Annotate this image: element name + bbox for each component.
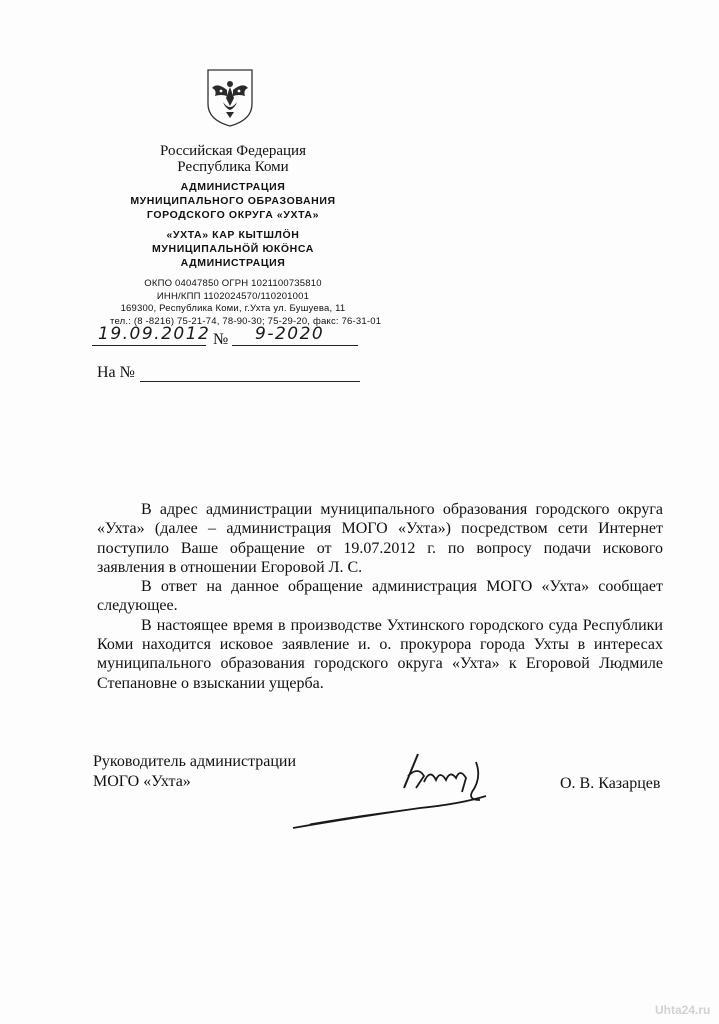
handwritten-signature xyxy=(290,748,510,834)
body-paragraph: В адрес администрации муниципального образования городского округа «Ухта» (далее – администрация МОГО «Ухта») посредством сети Интернет поступило Ваше обращение от 19.07.2012 г. по вопросу подачи искового заявления в отношении Егоровой Л. С. xyxy=(97,501,663,576)
admin-ru-line: ГОРОДСКОГО ОКРУГА «УХТА» xyxy=(146,209,320,221)
number-sign: № xyxy=(213,331,229,348)
date-underline xyxy=(92,345,206,346)
reply-reference-label: На № xyxy=(97,364,135,381)
administration-name-ru xyxy=(110,180,356,222)
coat-of-arms-emblem xyxy=(205,68,255,128)
requisites-line: ОКПО 04047850 ОГРН 1021100735810 xyxy=(144,278,322,289)
admin-komi-line: «УХТА» КАР КЫТШЛӦН xyxy=(166,229,300,241)
administration-name-komi xyxy=(110,228,356,270)
admin-ru-line: МУНИЦИПАЛЬНОГО ОБРАЗОВАНИЯ xyxy=(130,195,336,207)
number-underline xyxy=(232,345,358,346)
signatory-position xyxy=(93,752,296,792)
letterhead xyxy=(110,143,382,328)
country-name: Российская Федерация xyxy=(160,143,306,159)
republic-name: Республика Коми xyxy=(177,159,289,175)
body-paragraph: В ответ на данное обращение администрация МОГО «Ухта» сообщает следующее. xyxy=(97,578,663,615)
requisites xyxy=(110,278,382,328)
watermark: Uhta24.ru xyxy=(655,1003,711,1017)
requisites-line: 169300, Республика Коми, г.Ухта ул. Бушуева, 11 xyxy=(120,303,346,314)
admin-komi-line: АДМИНИСТРАЦИЯ xyxy=(180,257,286,269)
letter-body xyxy=(97,500,663,693)
body-paragraph: В настоящее время в производстве Ухтинского городского суда Республики Коми находится исковое заявление и. о. прокурора города Ухты в интересах муниципального образования городского округа «Ухта» к Егоровой Людмиле Степановне о взыскании ущерба. xyxy=(97,616,663,692)
admin-ru-line: АДМИНИСТРАЦИЯ xyxy=(180,181,286,193)
document-date: 19.09.2012 xyxy=(98,324,211,344)
signatory-name: О. В. Казарцев xyxy=(560,775,661,792)
requisites-line: тел.: (8 -8216) 75-21-74, 78-90-30; 75-29-20, факс: 76-31-01 xyxy=(110,315,382,327)
document-number: 9-2020 xyxy=(255,324,325,344)
position-line: МОГО «Ухта» xyxy=(93,773,191,790)
requisites-line: ИНН/КПП 1102024570/110201001 xyxy=(156,290,310,302)
admin-komi-line: МУНИЦИПАЛЬНӦЙ ЮКӦНСА xyxy=(152,243,314,255)
reply-reference-underline xyxy=(140,381,360,382)
position-line: Руководитель администрации xyxy=(93,753,297,770)
